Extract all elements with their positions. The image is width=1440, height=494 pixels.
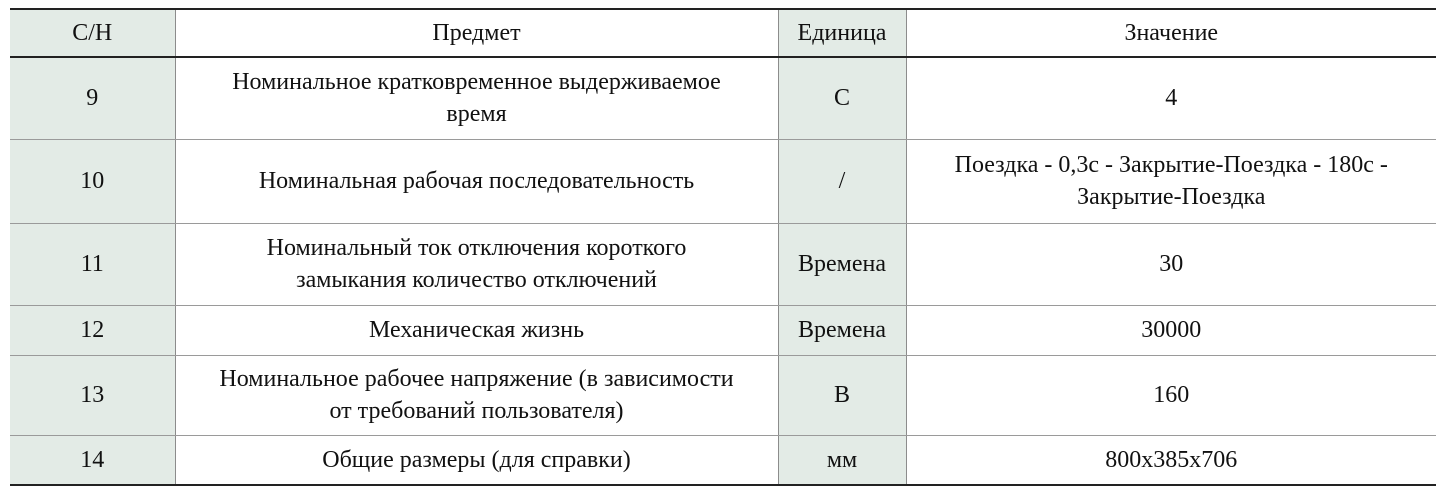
item-line: Номинальное рабочее напряжение (в зависимости [219,366,734,392]
item-line: Номинальное кратковременное выдерживаемое [232,69,721,96]
value-line: Поездка - 0,3с - Закрытие-Поездка - 180с - [954,152,1388,178]
spec-table-container [10,8,1436,486]
cell-unit: Времена [778,223,906,305]
cell-item [175,223,778,305]
table-header-row [10,9,1436,57]
item-line: Номинальный ток отключения короткого [266,235,687,261]
item-line: время [446,101,507,128]
cell-unit: мм [778,435,906,485]
cell-unit: / [778,139,906,223]
cell-unit: В [778,355,906,435]
cell-value [906,355,1436,435]
cell-item [175,305,778,355]
item-line: от требований пользователя) [329,398,624,424]
header-item: Предмет [175,9,778,57]
cell-sn: 11 [10,223,175,305]
cell-sn: 10 [10,139,175,223]
item-line: замыкания количество отключений [296,267,657,293]
cell-value [906,305,1436,355]
header-sn: С/Н [10,9,175,57]
value-line: 30 [1159,251,1184,277]
cell-item [175,355,778,435]
table-row [10,355,1436,435]
cell-value [906,223,1436,305]
table-row [10,435,1436,485]
cell-value [906,57,1436,139]
table-row [10,57,1436,139]
item-line: Номинальная рабочая последовательность [258,168,695,194]
value-line: 800x385x706 [1105,446,1238,473]
item-line: Общие размеры (для справки) [322,446,631,473]
cell-unit: Времена [778,305,906,355]
cell-sn: 12 [10,305,175,355]
cell-item [175,139,778,223]
table-row [10,223,1436,305]
cell-value [906,139,1436,223]
spec-table [10,8,1436,486]
item-line: Механическая жизнь [368,317,585,343]
header-unit: Единица [778,9,906,57]
cell-value [906,435,1436,485]
cell-sn: 13 [10,355,175,435]
cell-sn: 14 [10,435,175,485]
header-value: Значение [906,9,1436,57]
value-line: 160 [1153,382,1190,408]
cell-unit: С [778,57,906,139]
cell-item [175,57,778,139]
cell-sn: 9 [10,57,175,139]
table-row [10,305,1436,355]
table-row [10,139,1436,223]
value-line: 4 [1165,85,1178,112]
value-line: 30000 [1141,317,1202,343]
value-line: Закрытие-Поездка [1077,184,1266,210]
cell-item [175,435,778,485]
